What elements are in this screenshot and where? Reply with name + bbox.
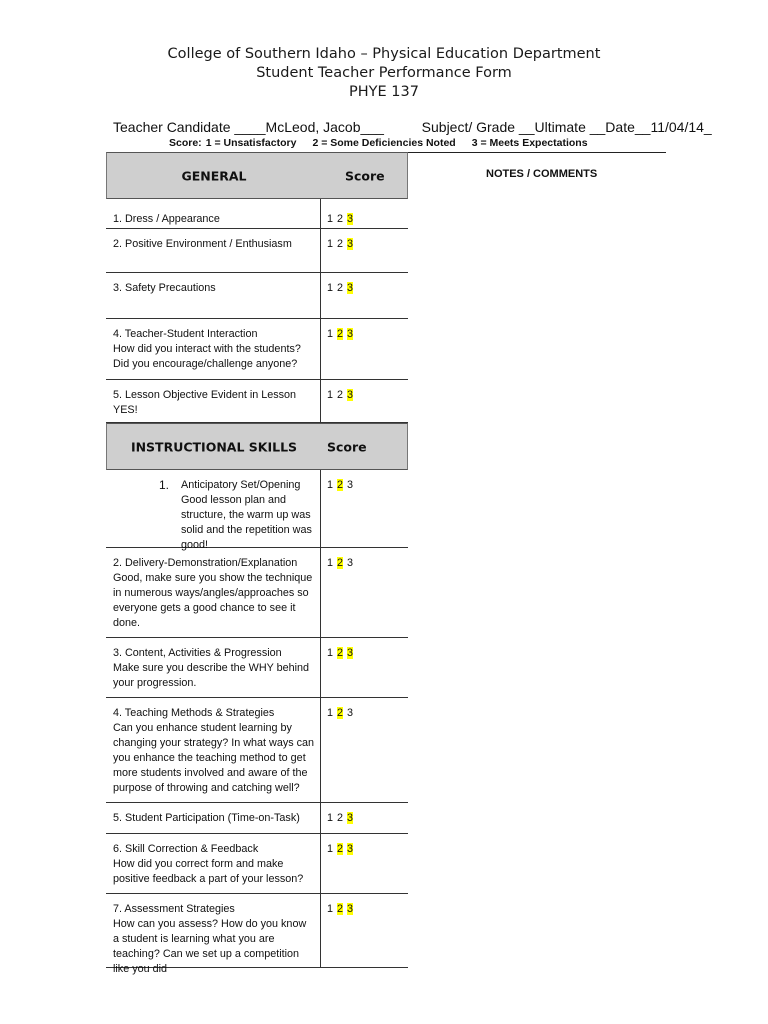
score-option-2[interactable]: 2	[337, 707, 344, 719]
column-divider	[320, 380, 321, 422]
general-item-label: 4. Teacher-Student Interaction	[113, 328, 258, 340]
form-title-line-1: College of Southern Idaho – Physical Education Department	[167, 46, 601, 62]
score-option-3[interactable]: 3	[347, 328, 354, 340]
score-options[interactable]	[327, 327, 357, 342]
score-option-1[interactable]: 1	[327, 557, 334, 569]
instructional-row	[106, 894, 408, 975]
score-options[interactable]	[327, 811, 357, 826]
score-options[interactable]	[327, 237, 357, 252]
score-option-3[interactable]: 3	[347, 389, 354, 401]
general-item-label: 3. Safety Precautions	[113, 282, 216, 294]
general-item-cell	[113, 281, 315, 296]
score-option-2[interactable]: 2	[337, 557, 344, 569]
column-divider	[320, 638, 321, 697]
column-divider	[320, 548, 321, 637]
instructional-item-label: 2. Delivery-Demonstration/Explanation	[113, 557, 298, 569]
instructional-item-cell	[113, 646, 315, 691]
score-option-2[interactable]: 2	[337, 903, 344, 915]
score-option-2[interactable]: 2	[337, 812, 344, 824]
general-item-cell	[113, 212, 315, 227]
instructional-item-comment: How can you assess? How do you know a student is learning what you are teaching? Can we set up a competition like you did	[113, 918, 307, 975]
general-row	[106, 199, 408, 229]
general-score-header: Score	[345, 168, 385, 183]
column-divider	[320, 834, 321, 893]
score-options[interactable]	[327, 556, 357, 571]
column-divider	[320, 698, 321, 802]
instructional-item-label: 6. Skill Correction & Feedback	[113, 843, 259, 855]
column-divider	[320, 319, 321, 379]
score-option-3[interactable]: 3	[347, 557, 354, 569]
general-row	[106, 319, 408, 380]
score-option-1[interactable]: 1	[327, 647, 334, 659]
general-row	[106, 229, 408, 273]
general-item-cell	[113, 327, 315, 372]
column-divider	[320, 894, 321, 967]
column-divider	[320, 229, 321, 272]
general-section-title: GENERAL	[181, 168, 247, 183]
instructional-item-label: 4. Teaching Methods & Strategies	[113, 707, 275, 719]
score-option-1[interactable]: 1	[327, 903, 334, 915]
teacher-candidate-field: Teacher Candidate ____McLeod, Jacob___	[113, 119, 384, 135]
score-option-1[interactable]: 1	[327, 843, 334, 855]
score-option-3[interactable]: 3	[347, 812, 354, 824]
form-title-line-2: Student Teacher Performance Form	[256, 65, 512, 81]
instructional-item-label: Anticipatory Set/Opening	[181, 479, 301, 491]
score-option-2[interactable]: 2	[337, 843, 344, 855]
score-option-3[interactable]: 3	[347, 707, 354, 719]
item-number: 1.	[159, 478, 170, 492]
score-legend-label: Score:	[169, 137, 202, 149]
score-legend	[169, 137, 604, 149]
column-divider	[320, 273, 321, 318]
column-divider	[320, 199, 321, 228]
score-option-2[interactable]: 2	[337, 389, 344, 401]
score-options[interactable]	[327, 478, 357, 493]
instructional-item-cell	[113, 902, 315, 977]
candidate-info-line	[113, 119, 712, 135]
general-item-label: 1. Dress / Appearance	[113, 213, 220, 225]
score-option-3[interactable]: 3	[347, 282, 354, 294]
general-item-comment: How did you interact with the students? Did you encourage/challenge anyone?	[113, 343, 301, 370]
instructional-item-comment: How did you correct form and make positive feedback a part of your lesson?	[113, 858, 304, 885]
form-title-line-3: PHYE 137	[349, 84, 419, 100]
score-option-2[interactable]: 2	[337, 213, 344, 225]
score-option-2[interactable]: 2	[337, 647, 344, 659]
instructional-row	[106, 803, 408, 834]
instructional-row	[106, 548, 408, 638]
instructional-row	[106, 698, 408, 803]
general-row	[106, 380, 408, 423]
subject-date-field: Subject/ Grade __Ultimate __Date__11/04/14_	[421, 119, 712, 135]
instructional-item-cell	[113, 811, 315, 826]
score-option-1[interactable]: 1	[327, 238, 334, 250]
score-options[interactable]	[327, 388, 357, 403]
score-option-3[interactable]: 3	[347, 238, 354, 250]
instructional-item-comment: Make sure you describe the WHY behind your progression.	[113, 662, 310, 689]
score-option-3[interactable]: 3	[347, 213, 354, 225]
general-item-cell	[113, 388, 315, 418]
instructional-score-header: Score	[327, 439, 367, 454]
score-option-2[interactable]: 2	[337, 328, 344, 340]
instructional-row	[106, 834, 408, 894]
notes-comments-header: NOTES / COMMENTS	[486, 168, 598, 180]
instructional-item-label: 5. Student Participation (Time-on-Task)	[113, 812, 300, 824]
instructional-item-cell	[159, 478, 315, 553]
instructional-item-label: 3. Content, Activities & Progression	[113, 647, 282, 659]
score-option-1[interactable]: 1	[327, 328, 334, 340]
score-options[interactable]	[327, 706, 357, 721]
general-section-header	[106, 152, 408, 199]
score-options[interactable]	[327, 646, 357, 661]
score-option-2[interactable]: 2	[337, 238, 344, 250]
instructional-item-cell	[113, 842, 315, 887]
instructional-item-comment: Good, make sure you show the technique in numerous ways/angles/approaches so everyone gets a good chance to see it done.	[113, 572, 313, 629]
score-option-3[interactable]: 3	[347, 903, 354, 915]
instructional-item-comment: Can you enhance student learning by changing your strategy? In what ways can you enhance the teaching method to get more students involved and aware of the purpose of throwing and catching well?	[113, 722, 315, 794]
score-option-3[interactable]: 3	[347, 647, 354, 659]
score-option-3[interactable]: 3	[347, 479, 354, 491]
score-option-1[interactable]: 1	[327, 479, 334, 491]
general-row	[106, 273, 408, 319]
column-divider	[320, 470, 321, 547]
general-item-label: 2. Positive Environment / Enthusiasm	[113, 238, 292, 250]
score-options[interactable]	[327, 842, 357, 857]
instructional-item-cell	[113, 706, 315, 796]
instructional-item-comment: Good lesson plan and structure, the warm up was solid and the repetition was good!	[181, 494, 312, 551]
general-item-label: 5. Lesson Objective Evident in Lesson	[113, 389, 297, 401]
score-options[interactable]	[327, 902, 357, 917]
instructional-row	[106, 470, 408, 551]
score-option-1[interactable]: 1	[327, 213, 334, 225]
general-item-cell	[113, 237, 315, 252]
score-option-1[interactable]: 1	[327, 707, 334, 719]
instructional-section-title: INSTRUCTIONAL SKILLS	[130, 439, 298, 454]
score-option-3[interactable]: 3	[347, 843, 354, 855]
score-option-1[interactable]: 1	[327, 389, 334, 401]
column-divider	[320, 803, 321, 833]
score-legend-1: 1 = Unsatisfactory	[205, 137, 297, 149]
instructional-row	[106, 638, 408, 698]
score-option-1[interactable]: 1	[327, 812, 334, 824]
instructional-section-header	[106, 423, 408, 470]
general-item-comment: YES!	[113, 404, 138, 416]
instructional-item-label: 7. Assessment Strategies	[113, 903, 235, 915]
score-option-2[interactable]: 2	[337, 282, 344, 294]
score-options[interactable]	[327, 281, 357, 296]
score-legend-2: 2 = Some Deficiencies Noted	[312, 137, 456, 149]
score-option-2[interactable]: 2	[337, 479, 344, 491]
score-legend-3: 3 = Meets Expectations	[471, 137, 588, 149]
instructional-item-cell	[113, 556, 315, 631]
score-options[interactable]	[327, 212, 357, 227]
score-option-1[interactable]: 1	[327, 282, 334, 294]
